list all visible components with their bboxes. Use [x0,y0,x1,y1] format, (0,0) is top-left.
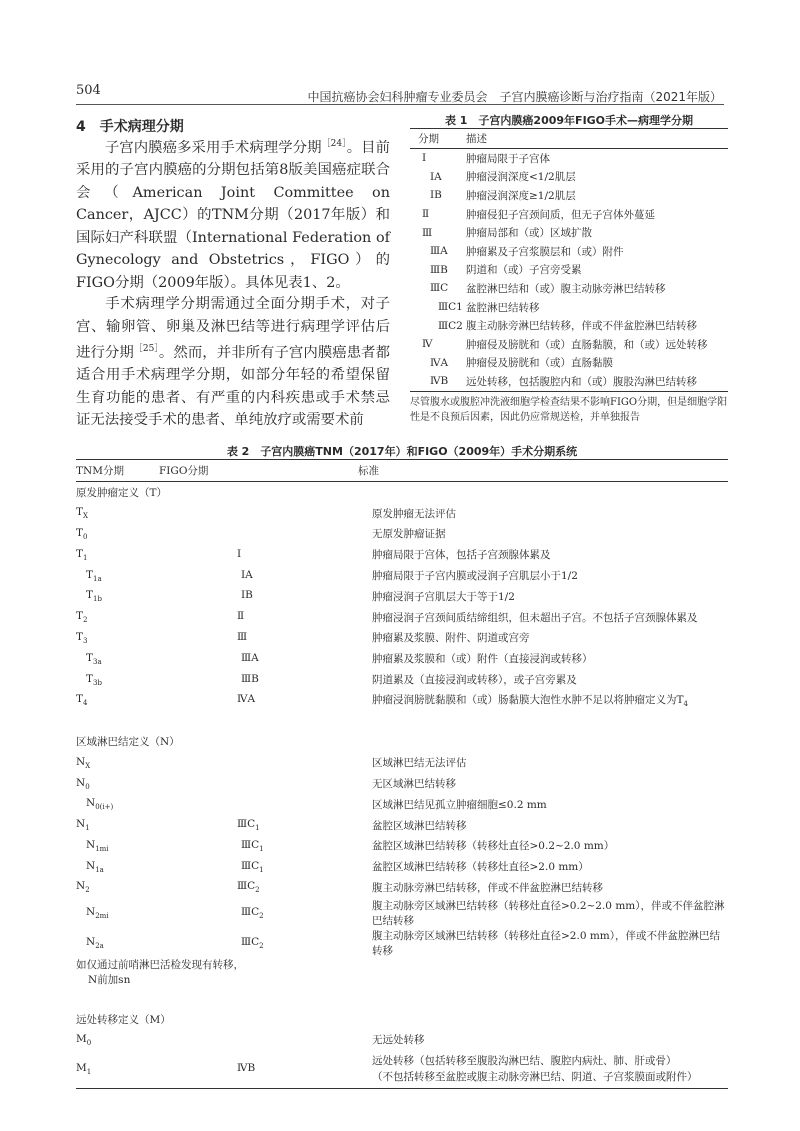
table2-figo-cell: ⅢA [241,651,259,664]
table1-row [410,242,728,261]
table1-row [410,298,728,317]
table1-stage-cell: ⅢC1 [438,301,463,314]
table2-criteria-cell [358,711,728,732]
table1-stage-cell: ⅣA [430,356,449,369]
table1-stage-cell: Ⅳ [422,338,433,351]
table2-figo-cell: $ⅢC_2$ [241,905,264,920]
table2-row [76,815,728,836]
table2-figo-cell: ⅠA [241,568,253,581]
table1-stage-cell: Ⅱ [422,208,430,221]
table2-figo-cell [159,524,358,545]
table1-row [410,223,728,242]
table2-criteria-cell: 阴道累及（直接浸润或转移），或子宫旁累及 [372,674,577,687]
table2-row [76,586,728,607]
running-head: 中国抗癌协会妇科肿瘤专业委员会 子宫内膜癌诊断与治疗指南（2021年版） [307,90,722,104]
table2-criteria-cell: 肿瘤浸润膀胱黏膜和（或）肠黏膜大泡性水肿不足以将肿瘤定义为$T_4$ [372,694,688,709]
table2-criteria-cell: 盆腔区域淋巴结转移（转移灶直径>2.0 mm） [372,861,589,874]
table2-criteria-cell: 远处转移（包括转移至腹股沟淋巴结、腹腔内病灶、肺、肝或骨） （不包括转移至盆腔或腹主动脉旁淋巴结、阴道、子宫浆膜面或附件） [358,1050,728,1089]
table2-row [76,524,728,545]
table1-row [410,279,728,298]
paragraph-2: 手术病理学分期需通过全面分期手术，对子宫、输卵管、卵巢及淋巴结等进行病理学评估后进行分期$^{[25]}$。然而，并非所有子宫内膜癌患者都适合用手术病理学分期，如部分年轻的希望保留生育功能的患者、有严重的内科疾患或手术禁忌证无法接受手术的患者、单纯放疗或需要术前 [76,296,390,429]
table2-figo-cell: $ⅢC_2$ [241,935,264,950]
table1-stage-cell: ⅢB [430,263,448,276]
table1-desc-cell: 肿瘤浸润深度≥1/2肌层 [466,189,576,202]
table2-figo-cell: Ⅲ [237,630,248,643]
table2-row [76,607,728,628]
table1-desc-cell: 远处转移，包括腹腔内和（或）腹股沟淋巴结转移 [466,372,728,391]
table2-criteria-cell [358,988,728,1009]
table1-stage-cell: ⅠB [430,189,442,202]
table2-figo-cell: ⅢB [241,672,259,685]
table2-criteria-cell: 原发肿瘤无法评估 [372,507,456,520]
table2-figo-cell: $ⅢC_1$ [237,818,260,833]
table2-figo-cell [159,794,358,815]
table2-criteria-cell: 腹主动脉旁区域淋巴结转移（转移灶直径>0.2~2.0 mm），伴或不伴盆腔淋巴结转移 [372,899,725,927]
table2-row [76,711,728,732]
table2-section-row [76,732,728,753]
table1-row [410,372,728,391]
table2-row [76,773,728,794]
table1-desc-cell: 肿瘤侵及膀胱和（或）直肠黏膜，和（或）远处转移 [466,338,708,351]
table2-row [76,669,728,690]
table2-row [76,898,728,928]
table2-figo-cell [159,752,358,773]
table2-criteria-cell: 盆腔区域淋巴结转移 [372,819,467,832]
table1-stage-cell: ⅢA [430,245,448,258]
table2-figo-cell: ⅠB [241,589,253,602]
table2-tnm-cell [76,711,159,732]
table2-row [76,877,728,898]
table1-row [410,186,728,205]
table1-note: 尽管腹水或腹腔冲洗液细胞学检查结果不影响FIGO分期，但是细胞学阳性是不良预后因素，因此仍应常规送检，并单独报告 [410,397,728,423]
table2-figo-cell: ⅣA [237,693,256,706]
table2-criteria-cell: 肿瘤累及浆膜、附件、阴道或宫旁 [372,632,530,645]
table1-row [410,149,728,168]
table2-header-tnm: TNM分期 [76,460,159,482]
table2-figo-cell [159,773,358,794]
table2-tnm-cell: $T_4$ [76,693,88,708]
table2-tnm-cell: $T_2$ [76,610,88,625]
table2-row [76,752,728,773]
table2-caption: 表 2 子宫内膜癌TNM（2017年）和FIGO（2009年）手术分期系统 [226,445,578,458]
page-number: 504 [76,83,101,98]
table2-figo-cell: $ⅢC_1$ [241,859,264,874]
table1-desc-cell: 肿瘤侵及膀胱和（或）直肠黏膜 [466,357,613,370]
table1-desc-cell: 肿瘤累及子宫浆膜层和（或）附件 [466,245,624,258]
table2-tnm-cell: $N_{1mi}$ [86,838,109,853]
table1-row [410,261,728,280]
table1-desc-cell: 肿瘤局限于子宫体 [466,152,550,165]
table1-desc-cell: 盆腔淋巴结转移 [466,301,540,314]
table2-header-criteria: 标准 [358,460,728,482]
table1-header-desc: 描述 [466,129,728,149]
table2-tnm-cell: $T_0$ [76,526,88,542]
table2-tnm-cell: $N_2$ [76,880,90,895]
table2-row [76,856,728,877]
table1-row [410,168,728,187]
table2-tnm-cell: $T_{3a}$ [86,651,102,666]
table2-section-row [76,482,728,503]
table2-figo-cell: Ⅰ [237,547,242,560]
table2-row [76,836,728,857]
table1-stage-cell: ⅢC [430,282,449,295]
table1-caption: 表 1 子宫内膜癌2009年FIGO手术—病理学分期 [444,114,694,127]
table2-figo-cell [159,988,358,1009]
table2-criteria-cell: 肿瘤浸润子宫颈间质结缔组织，但未超出子宫。不包括子宫颈腺体累及 [372,611,698,624]
table1-stage-cell: ⅣB [410,372,466,391]
table2-header-figo: FIGO分期 [159,460,358,482]
table2-criteria-cell: 无原发肿瘤证据 [372,528,446,541]
table1-stage-cell: ⅠA [430,170,442,183]
table2-row [76,648,728,669]
table2-row [76,503,728,524]
table1-stage-cell: Ⅲ [422,226,433,239]
table2-tnm-cell: $N_X$ [76,755,91,770]
table1-row [410,205,728,224]
table1-stage-cell: ⅢC2 [438,319,463,332]
table2-tnm-cell: $N_0$ [76,776,90,791]
paragraph-1: 子宫内膜癌多采用手术病理学分期$^{[24]}$。目前采用的子宫内膜癌的分期包括第8版美国癌症联合会（American Joint Committee on Cancer，AJCC）的TNM分期（2017年版）和国际妇产科联盟（International Federation of Gynecology and Obstetrics，FIGO）的FIGO分期（2009年版）。具体见表1、2。 [76,139,390,291]
table2-row [76,928,728,958]
table2-criteria-cell: 区域淋巴结无法评估 [372,757,467,770]
table2-tnm-cell: $M_0$ [76,1032,92,1047]
table2-figo-cell: $ⅢC_2$ [237,880,260,895]
table1-desc-cell: 肿瘤侵犯子宫颈间质，但无子宫体外蔓延 [466,208,655,221]
table2-row [76,1030,728,1051]
table2-row [76,988,728,1009]
table2-row [76,544,728,565]
table2-section-label: 原发肿瘤定义（T） [76,486,168,499]
table2-tnm-cell: $T_{1a}$ [86,568,102,583]
table2-row [76,565,728,586]
table2-criteria-cell: 肿瘤局限于子宫内膜或浸润子宫肌层小于1/2 [372,570,578,583]
table2-row [76,794,728,815]
table2-tnm-cell: $T_1$ [76,547,88,562]
table1-desc-cell: 肿瘤浸润深度<1/2肌层 [466,171,576,184]
table1-row [410,335,728,354]
table2-tnm-cell: $T_3$ [76,630,88,646]
table2-tnm-cell: $N_{2a}$ [86,935,104,950]
section-title: 4 手术病理分期 [76,119,184,135]
table2-criteria-cell: 腹主动脉旁淋巴结转移，伴或不伴盆腔淋巴结转移 [372,882,603,895]
table1-row [410,354,728,373]
table2-criteria-cell: 无远处转移 [372,1034,425,1047]
table1-desc-cell: 盆腔淋巴结和（或）腹主动脉旁淋巴结转移 [466,282,666,295]
table1-header-stage: 分期 [410,129,466,149]
table2-section-row [76,1009,728,1030]
table1-desc-cell: 阴道和（或）子宫旁受累 [466,264,582,277]
table2-criteria-cell: 肿瘤累及浆膜和（或）附件（直接浸润或转移） [372,653,593,666]
table2-row [76,958,728,988]
table1-row [410,316,728,335]
table2-row [76,628,728,649]
table2-criteria-cell: 区域淋巴结见孤立肿瘤细胞≤0.2 mm [372,798,547,811]
table2-tnm-cell: $M_1$ [76,1050,159,1089]
citation-24[interactable]: ［24］ [321,139,347,149]
table2-criteria-cell: 盆腔区域淋巴结转移（转移灶直径>0.2~2.0 mm） [372,840,615,853]
table2-figo-cell: Ⅱ [237,610,245,623]
table2-criteria-cell: 肿瘤局限于宫体，包括子宫颈腺体累及 [372,549,551,562]
table2-figo-cell [159,1030,358,1051]
table2-section-label: 远处转移定义（M） [76,1013,171,1026]
table2-tnm-cell: $N_{1a}$ [86,859,104,874]
table2-row [76,690,728,711]
table1 [410,128,728,392]
table2-criteria-cell: 肿瘤浸润子宫肌层大于等于1/2 [372,590,515,603]
table2-section-label: 区域淋巴结定义（N） [76,736,180,749]
table2-criteria-cell: 无区域淋巴结转移 [372,778,456,791]
citation-25[interactable]: ［25］ [133,344,159,354]
table1-desc-cell: 肿瘤局部和（或）区域扩散 [466,227,592,240]
table2-tnm-cell: $T_X$ [76,506,88,521]
table2-tnm-cell: $N_{0(i+)}$ [86,797,114,812]
table2-tnm-cell: $T_{1b}$ [86,589,102,604]
table2 [76,459,728,1089]
table2-note-cell: 如仅通过前哨淋巴活检发现有转移， N前加sn [76,958,244,986]
table2-row [76,1050,728,1089]
header-rule [76,104,724,105]
table2-figo-cell: ⅣB [159,1050,358,1089]
table2-criteria-cell: 腹主动脉旁区域淋巴结转移（转移灶直径>2.0 mm），伴或不伴盆腔淋巴结转移 [372,929,720,957]
table2-tnm-cell [76,988,159,1009]
table2-figo-cell [159,503,358,524]
table1-desc-cell: 腹主动脉旁淋巴结转移，伴或不伴盆腔淋巴结转移 [466,320,697,333]
table2-figo-cell [159,711,358,732]
table2-tnm-cell: $N_1$ [76,818,90,833]
table2-tnm-cell: $T_{3b}$ [86,672,102,687]
table1-stage-cell: Ⅰ [422,152,427,165]
table2-figo-cell: $ⅢC_1$ [241,838,264,853]
table2-tnm-cell: $N_{2mi}$ [86,905,109,920]
